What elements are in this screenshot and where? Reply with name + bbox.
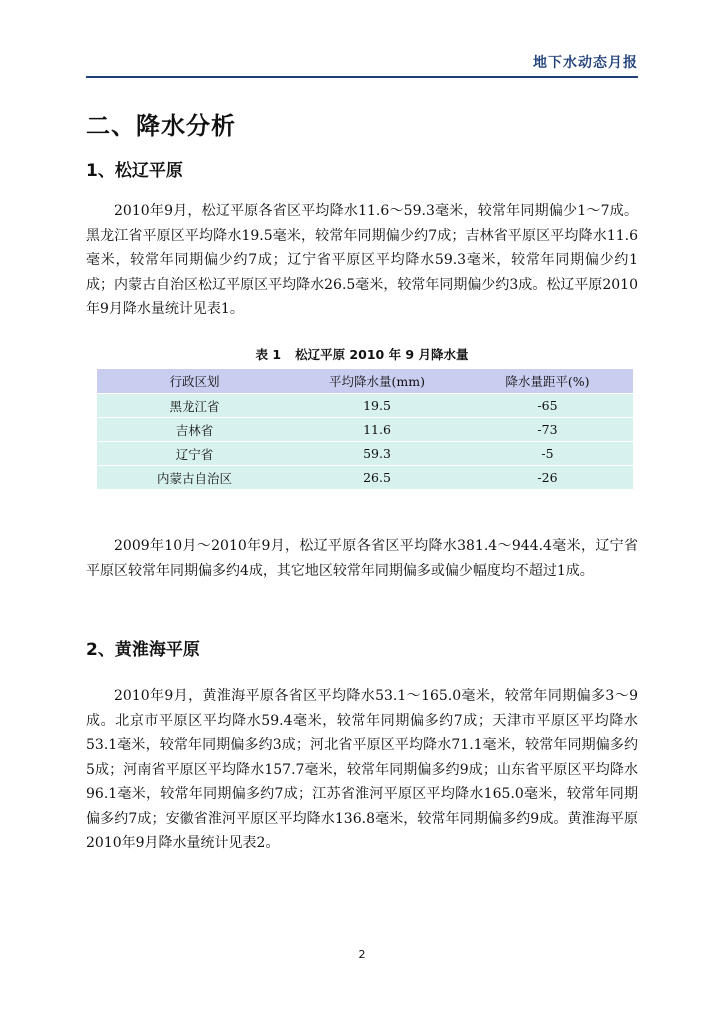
table-cell: 吉林省 <box>97 418 292 442</box>
table-cell: -73 <box>462 418 633 442</box>
table-caption-text: 松辽平原 2010 年 9 月降水量 <box>295 347 469 362</box>
subsection-heading-huanghuaihai: 2、黄淮海平原 <box>86 640 200 660</box>
table-row <box>97 394 633 418</box>
table-cell: -26 <box>462 466 633 490</box>
table-cell: 11.6 <box>292 418 462 442</box>
table-header-row <box>97 369 633 394</box>
page-number: 2 <box>358 948 366 961</box>
paragraph-songliao-sept: 2010年9月，松辽平原各省区平均降水11.6～59.3毫米，较常年同期偏少1～7成。黑龙江省平原区平均降水19.5毫米，较常年同期偏少约7成；吉林省平原区平均降水11.6毫米，较常年同期偏少约7成；辽宁省平原区平均降水59.3毫米，较常年同期偏少约1成；内蒙古自治区松辽平原区平均降水26.5毫米，较常年同期偏少约3成。松辽平原2010年9月降水量统计见表1。 <box>86 203 638 317</box>
paragraph-huanghuaihai-sept: 2010年9月，黄淮海平原各省区平均降水53.1～165.0毫米，较常年同期偏多3～9成。北京市平原区平均降水59.4毫米，较常年同期偏多约7成；天津市平原区平均降水53.1毫米，较常年同期偏多约3成；河北省平原区平均降水71.1毫米，较常年同期偏多约5成；河南省平原区平均降水157.7毫米，较常年同期偏多约9成；山东省平原区平均降水96.1毫米，较常年同期偏多约7成；江苏省淮河平原区平均降水165.0毫米，较常年同期偏多约7成；安徽省淮河平原区平均降水136.8毫米，较常年同期偏多约9成。黄淮海平原2010年9月降水量统计见表2。 <box>86 688 638 851</box>
table-row <box>97 466 633 490</box>
table-row <box>97 418 633 442</box>
column-header: 降水量距平(%) <box>462 369 633 394</box>
report-header-title: 地下水动态月报 <box>533 55 638 71</box>
table-caption <box>86 345 638 363</box>
table-cell: 59.3 <box>292 442 462 466</box>
column-header: 平均降水量(mm) <box>292 369 462 394</box>
table-cell: 内蒙古自治区 <box>97 466 292 490</box>
table-cell: 19.5 <box>292 394 462 418</box>
header-divider <box>86 76 638 78</box>
table-cell: -65 <box>462 394 633 418</box>
table-caption-number: 表 1 <box>255 347 282 362</box>
table-cell: 辽宁省 <box>97 442 292 466</box>
section-heading: 二、降水分析 <box>86 112 236 140</box>
column-header: 行政区划 <box>97 369 292 394</box>
subsection-heading-songliao: 1、松辽平原 <box>86 161 183 181</box>
table-cell: 26.5 <box>292 466 462 490</box>
paragraph-songliao-annual: 2009年10月～2010年9月，松辽平原各省区平均降水381.4～944.4毫米，辽宁省平原区较常年同期偏多约4成，其它地区较常年同期偏多或偏少幅度均不超过1成。 <box>86 538 638 579</box>
table-row <box>97 442 633 466</box>
table-cell: 黑龙江省 <box>97 394 292 418</box>
table-cell: -5 <box>462 442 633 466</box>
precipitation-table <box>97 369 633 489</box>
